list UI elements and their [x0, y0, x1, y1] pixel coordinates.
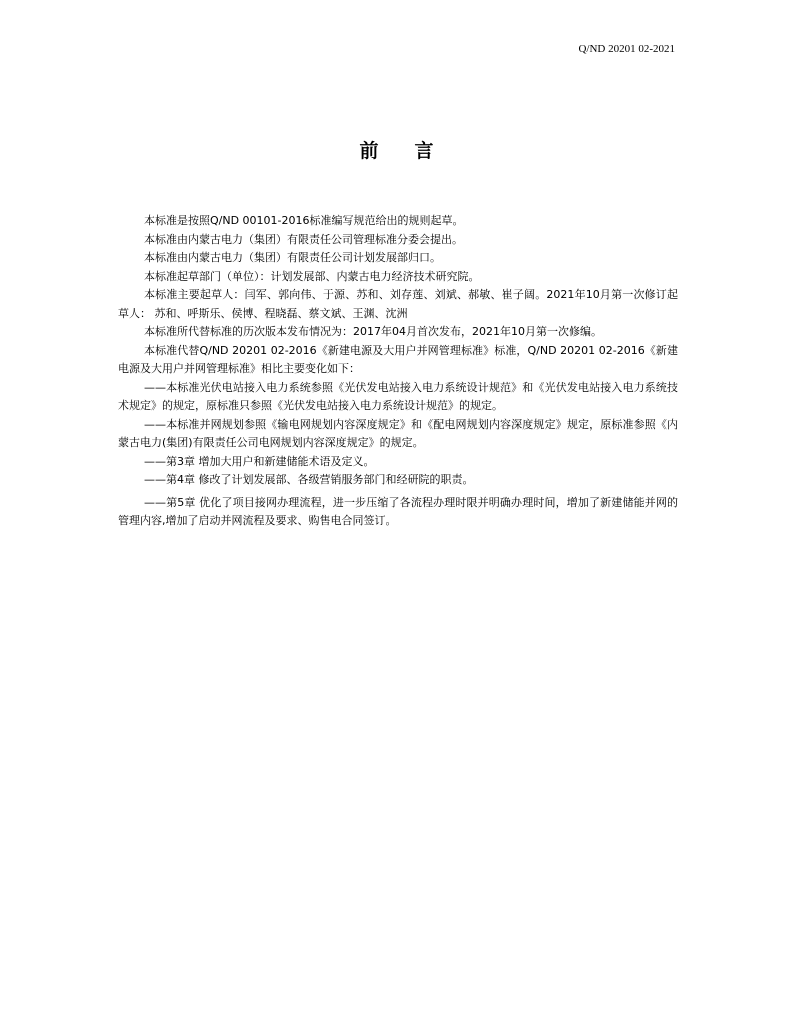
- paragraph: ——第5章 优化了项目接网办理流程，进一步压缩了各流程办理时限并明确办理时间，增加了新建储能并网的管理内容,增加了启动并网流程及要求、购售电合同签订。: [118, 495, 678, 527]
- paragraph: 本标准由内蒙古电力（集团）有限责任公司管理标准分委会提出。: [144, 232, 463, 246]
- paragraph: ——本标准并网规划参照《输电网规划内容深度规定》和《配电网规划内容深度规定》规定，原标准参照《内蒙古电力(集团)有限责任公司电网规划内容深度规定》的规定。: [118, 417, 678, 449]
- paragraph: ——第4章 修改了计划发展部、各级营销服务部门和经研院的职责。: [144, 473, 474, 486]
- document-code: Q/ND 20201 02-2021: [578, 43, 675, 55]
- paragraph: 本标准是按照Q/ND 00101-2016标准编写规范给出的规则起草。: [144, 214, 464, 227]
- paragraph: 本标准主要起草人：闫军、郭向伟、于源、苏和、刘存莲、刘斌、郝敏、崔子阔。2021年10月第一次修订起草人： 苏和、呼斯乐、侯博、程晓磊、蔡文斌、王渊、沈洲: [118, 288, 678, 320]
- paragraph: 本标准所代替标准的历次版本发布情况为：2017年04月首次发布，2021年10月第一次修编。: [144, 325, 602, 338]
- paragraph: 本标准起草部门（单位）：计划发展部、内蒙古电力经济技术研究院。: [144, 269, 480, 283]
- paragraph: ——第3章 增加大用户和新建储能术语及定义。: [144, 454, 375, 468]
- paragraph: ——本标准光伏电站接入电力系统参照《光伏发电站接入电力系统设计规范》和《光伏发电站接入电力系统技术规定》的规定，原标准只参照《光伏发电站接入电力系统设计规范》的规定。: [118, 380, 678, 412]
- page-title: 前言: [359, 140, 470, 162]
- paragraph: 本标准由内蒙古电力（集团）有限责任公司计划发展部归口。: [144, 251, 441, 264]
- foreword-body: [118, 212, 678, 531]
- paragraph: 本标准代替Q/ND 20201 02-2016《新建电源及大用户并网管理标准》标准，Q/ND 20201 02-2016《新建电源及大用户并网管理标准》相比主要变化如下：: [118, 343, 678, 375]
